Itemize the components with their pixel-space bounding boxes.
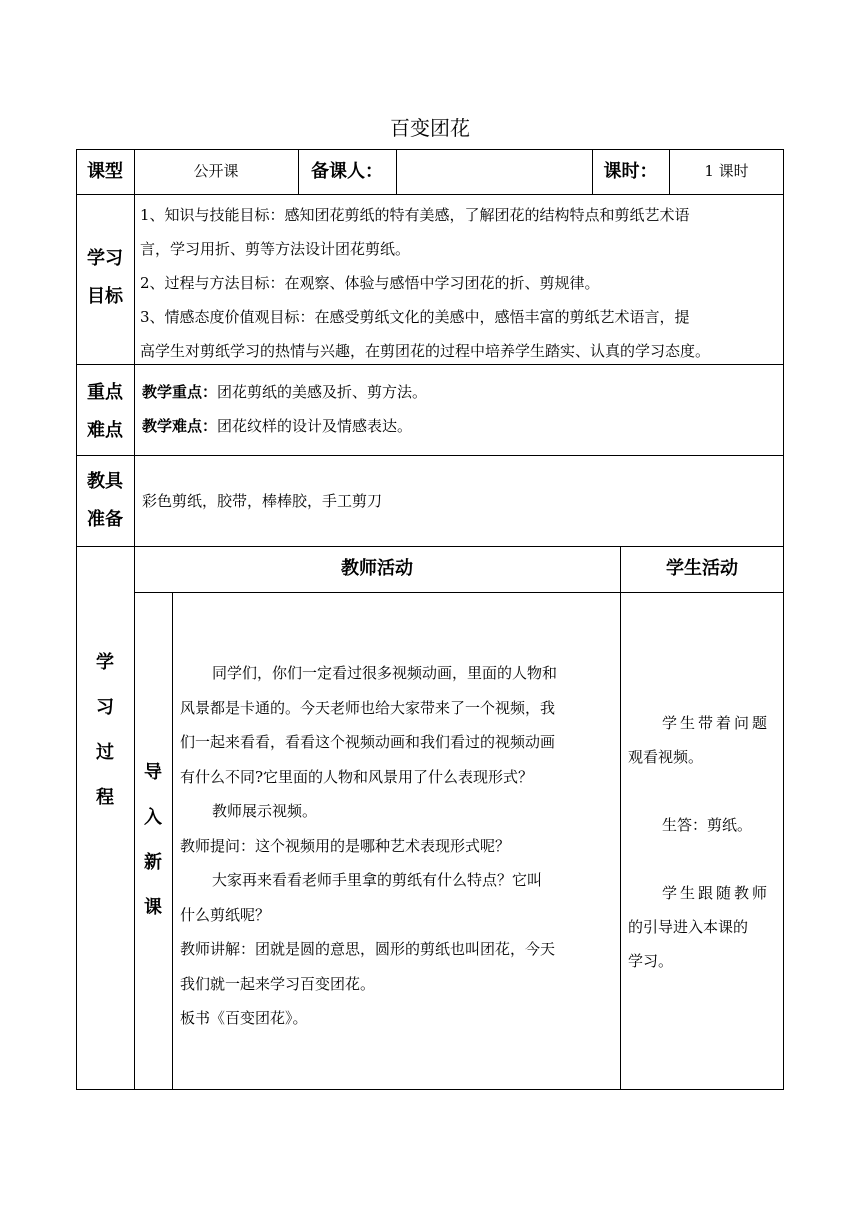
keypoints-label-line-1: 重点 xyxy=(87,382,123,403)
goals-label xyxy=(76,240,134,316)
teacher-line: 们一起来看看，看看这个视频动画和我们看过的视频动画 xyxy=(180,733,556,751)
teacher-activity-header: 教师活动 xyxy=(341,558,413,579)
goals-line-1: 1、知识与技能目标：感知团花剪纸的特有美感，了解团花的结构特点和剪纸艺术语 xyxy=(140,206,690,224)
student-line: 学生带着问题 xyxy=(662,714,771,732)
keypoints-label xyxy=(76,374,134,450)
stage-label-char-4: 课 xyxy=(144,897,162,918)
student-activity-header: 学生活动 xyxy=(666,558,738,579)
student-line: 生答：剪纸。 xyxy=(662,816,753,834)
process-label-char-3: 过 xyxy=(96,742,114,763)
materials-label-line-1: 教具 xyxy=(87,471,123,492)
period-value: 1 课时 xyxy=(704,162,749,180)
process-label-char-2: 习 xyxy=(96,697,114,718)
keypoints-content xyxy=(142,375,782,443)
goals-line-3: 2、过程与方法目标：在观察、体验与感悟中学习团花的折、剪规律。 xyxy=(140,274,600,292)
goals-label-line-2: 目标 xyxy=(87,286,123,307)
teaching-focus-text: 团花剪纸的美感及折、剪方法。 xyxy=(217,383,428,401)
materials-label xyxy=(76,463,134,539)
student-line: 学生跟随教师 xyxy=(662,884,771,902)
preparer-label: 备课人： xyxy=(311,161,383,182)
materials-label-line-2: 准备 xyxy=(87,509,123,530)
type-label: 课型 xyxy=(87,161,123,182)
stage-label-char-2: 入 xyxy=(144,807,162,828)
teacher-line: 大家再来看看老师手里拿的剪纸有什么特点？它叫 xyxy=(212,871,543,889)
teacher-activity-content xyxy=(180,656,616,1036)
goals-content xyxy=(140,198,782,368)
goals-line-4: 3、情感态度价值观目标：在感受剪纸文化的美感中，感悟丰富的剪纸艺术语言，提 xyxy=(140,308,690,326)
process-label-char-1: 学 xyxy=(96,652,114,673)
document-title: 百变团花 xyxy=(390,116,470,140)
goals-line-5: 高学生对剪纸学习的热情与兴趣，在剪团花的过程中培养学生踏实、认真的学习态度。 xyxy=(140,342,711,360)
teacher-line: 有什么不同?它里面的人物和风景用了什么表现形式？ xyxy=(180,767,534,786)
stage-label xyxy=(134,750,172,930)
teaching-difficulty-label: 教学难点： xyxy=(142,417,218,435)
process-label-char-4: 程 xyxy=(96,787,114,808)
goals-line-2: 言，学习用折、剪等方法设计团花剪纸。 xyxy=(140,240,411,258)
student-activity-content xyxy=(628,706,778,978)
student-line: 的引导进入本课的 xyxy=(628,918,749,936)
keypoints-label-line-2: 难点 xyxy=(87,420,123,441)
preparer-value xyxy=(396,149,592,194)
teacher-line: 教师讲解：团就是圆的意思，圆形的剪纸也叫团花，今天 xyxy=(180,940,556,958)
stage-label-char-3: 新 xyxy=(144,852,162,873)
teaching-difficulty-text: 团花纹样的设计及情感表达。 xyxy=(217,417,413,435)
teaching-focus-label: 教学重点： xyxy=(142,383,218,401)
type-value: 公开课 xyxy=(193,162,239,180)
teacher-line: 教师提问：这个视频用的是哪种艺术表现形式呢？ xyxy=(180,836,511,855)
teacher-line: 同学们，你们一定看过很多视频动画，里面的人物和 xyxy=(212,664,558,682)
teacher-line: 教师展示视频。 xyxy=(212,802,318,820)
teacher-line: 板书《百变团花》。 xyxy=(180,1009,308,1027)
materials-text: 彩色剪纸，胶带，棒棒胶，手工剪刀 xyxy=(142,492,383,510)
teacher-line: 什么剪纸呢？ xyxy=(180,905,271,924)
process-label xyxy=(76,640,134,820)
stage-label-char-1: 导 xyxy=(144,762,162,783)
teacher-line: 风景都是卡通的。今天老师也给大家带来了一个视频，我 xyxy=(180,698,556,717)
period-label: 课时： xyxy=(603,161,658,182)
goals-label-line-1: 学习 xyxy=(87,248,123,269)
student-line: 学习。 xyxy=(628,952,674,970)
student-line: 观看视频。 xyxy=(628,748,704,766)
teacher-line: 我们就一起来学习百变团花。 xyxy=(180,974,376,993)
